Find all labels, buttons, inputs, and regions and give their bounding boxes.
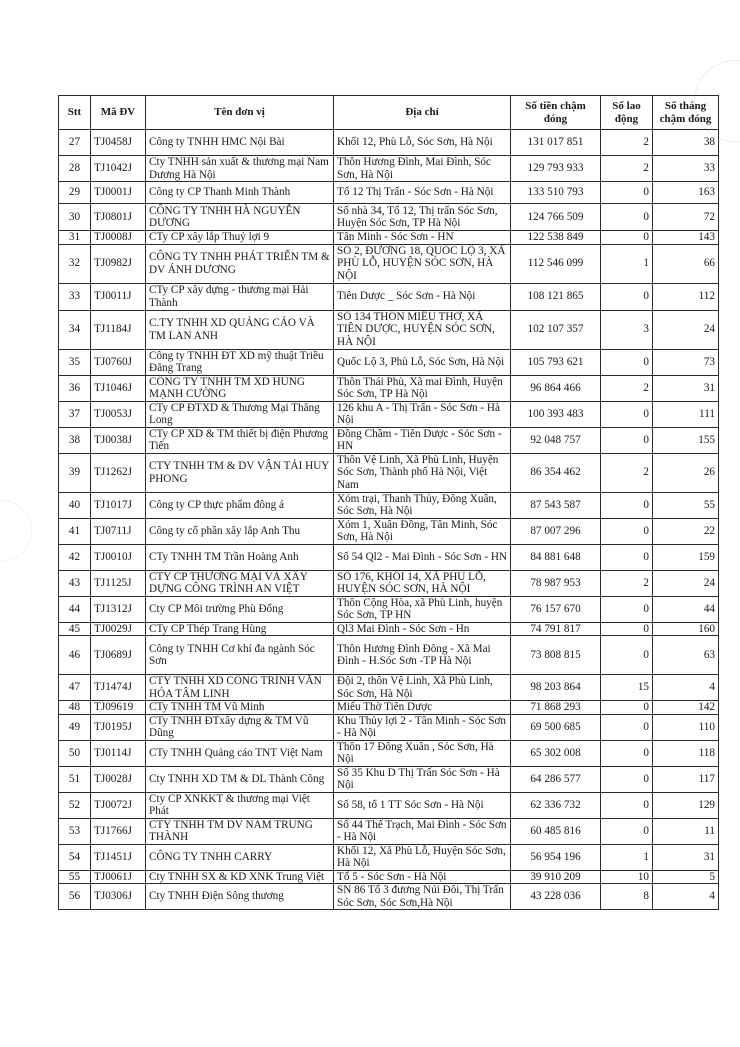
row-stt: 51 bbox=[59, 766, 91, 792]
row-so-tien: 108 121 865 bbox=[511, 283, 601, 310]
row-so-thang: 31 bbox=[653, 375, 719, 401]
row-so-thang: 55 bbox=[653, 492, 719, 518]
row-so-thang: 31 bbox=[653, 844, 719, 870]
row-stt: 34 bbox=[59, 310, 91, 349]
header-dia-chi: Địa chỉ bbox=[334, 96, 511, 130]
row-dia-chi: Tổ 12 Thị Trấn - Sóc Sơn - Hà Nội bbox=[334, 182, 511, 204]
row-ma-dv: TJ0711J bbox=[91, 518, 146, 544]
row-so-lao-dong: 10 bbox=[601, 870, 653, 884]
row-so-lao-dong: 0 bbox=[601, 204, 653, 231]
row-so-thang: 63 bbox=[653, 636, 719, 675]
table-row bbox=[59, 622, 719, 636]
row-dia-chi: Thôn 17 Đông Xuân , Sóc Sơn, Hà Nội bbox=[334, 740, 511, 766]
row-ten-don-vi: CÔNG TY TNHH TM XD HÙNG MẠNH CƯỜNG bbox=[146, 375, 334, 401]
row-dia-chi: Đội 2, thôn Vệ Linh, Xã Phù Linh, Sóc Sơn, Hà Nội bbox=[334, 675, 511, 701]
header-so-thang: Số tháng chậm đóng bbox=[653, 96, 719, 130]
row-dia-chi: Số nhà 34, Tổ 12, Thị trấn Sóc Sơn, Huyện Sóc Sơn, TP Hà Nội bbox=[334, 204, 511, 231]
row-so-tien: 43 228 036 bbox=[511, 884, 601, 910]
row-so-tien: 74 791 817 bbox=[511, 622, 601, 636]
row-so-lao-dong: 2 bbox=[601, 453, 653, 492]
row-dia-chi: Số 54 Ql2 - Mai Đình - Sóc Sơn - HN bbox=[334, 544, 511, 570]
row-so-lao-dong: 0 bbox=[601, 283, 653, 310]
row-stt: 29 bbox=[59, 182, 91, 204]
row-so-tien: 64 286 577 bbox=[511, 766, 601, 792]
row-so-thang: 118 bbox=[653, 740, 719, 766]
header-stt: Stt bbox=[59, 96, 91, 130]
row-ma-dv: TJ0072J bbox=[91, 792, 146, 818]
row-ma-dv: TJ0028J bbox=[91, 766, 146, 792]
row-stt: 55 bbox=[59, 870, 91, 884]
row-dia-chi: Số 44 Thế Trạch, Mai Đình - Sóc Sơn - Hà Nội bbox=[334, 818, 511, 844]
row-ma-dv: TJ0008J bbox=[91, 231, 146, 245]
table-row bbox=[59, 596, 719, 622]
row-so-tien: 100 393 483 bbox=[511, 401, 601, 427]
row-so-tien: 87 543 587 bbox=[511, 492, 601, 518]
row-so-lao-dong: 0 bbox=[601, 231, 653, 245]
row-so-tien: 105 793 621 bbox=[511, 349, 601, 375]
row-so-lao-dong: 0 bbox=[601, 622, 653, 636]
row-so-thang: 5 bbox=[653, 870, 719, 884]
row-dia-chi: SỐ 134 THÔN MIẾU THỜ, XÃ TIÊN DƯỢC, HUYỆN SÓC SƠN, HÀ NỘI bbox=[334, 310, 511, 349]
row-dia-chi: Số 58, tổ 1 TT Sóc Sơn - Hà Nội bbox=[334, 792, 511, 818]
row-ten-don-vi: Cty CP XNKKT & thương mại Việt Phát bbox=[146, 792, 334, 818]
row-so-lao-dong: 0 bbox=[601, 701, 653, 715]
row-ten-don-vi: CTy CP ĐTXD & Thương Mại Thăng Long bbox=[146, 401, 334, 427]
row-ma-dv: TJ0801J bbox=[91, 204, 146, 231]
row-so-tien: 112 546 099 bbox=[511, 244, 601, 283]
table-row bbox=[59, 283, 719, 310]
row-so-thang: 33 bbox=[653, 156, 719, 182]
row-dia-chi: Thôn Vệ Linh, Xã Phù Linh, Huyện Sóc Sơn, Thành phố Hà Nội, Việt Nam bbox=[334, 453, 511, 492]
table-row bbox=[59, 349, 719, 375]
row-ma-dv: TJ1474J bbox=[91, 675, 146, 701]
row-ten-don-vi: Công ty CP Thanh Minh Thành bbox=[146, 182, 334, 204]
row-stt: 54 bbox=[59, 844, 91, 870]
row-stt: 28 bbox=[59, 156, 91, 182]
table-row bbox=[59, 492, 719, 518]
row-ma-dv: TJ1312J bbox=[91, 596, 146, 622]
row-stt: 36 bbox=[59, 375, 91, 401]
row-ten-don-vi: Cty CP Môi trường Phù Đổng bbox=[146, 596, 334, 622]
row-so-tien: 87 007 296 bbox=[511, 518, 601, 544]
row-ten-don-vi: CTy CP xây lắp Thuỷ lợi 9 bbox=[146, 231, 334, 245]
row-stt: 30 bbox=[59, 204, 91, 231]
row-stt: 32 bbox=[59, 244, 91, 283]
row-so-thang: 72 bbox=[653, 204, 719, 231]
row-ten-don-vi: CTy TNHH ĐTxây dựng & TM Vũ Dũng bbox=[146, 714, 334, 740]
row-so-thang: 11 bbox=[653, 818, 719, 844]
row-ma-dv: TJ1184J bbox=[91, 310, 146, 349]
row-stt: 27 bbox=[59, 130, 91, 156]
table-row bbox=[59, 844, 719, 870]
row-so-lao-dong: 0 bbox=[601, 636, 653, 675]
row-so-tien: 122 538 849 bbox=[511, 231, 601, 245]
row-so-tien: 71 868 293 bbox=[511, 701, 601, 715]
row-so-thang: 24 bbox=[653, 570, 719, 596]
row-ma-dv: TJ0114J bbox=[91, 740, 146, 766]
table-row bbox=[59, 453, 719, 492]
row-dia-chi: Thôn Hương Đình Đông - Xã Mai Đình - H.Sóc Sơn -TP Hà Nội bbox=[334, 636, 511, 675]
row-ma-dv: TJ1042J bbox=[91, 156, 146, 182]
row-so-thang: 155 bbox=[653, 427, 719, 453]
row-so-lao-dong: 0 bbox=[601, 818, 653, 844]
table-row bbox=[59, 884, 719, 910]
row-so-lao-dong: 8 bbox=[601, 884, 653, 910]
row-ten-don-vi: Công ty TNHH Cơ khí đa ngành Sóc Sơn bbox=[146, 636, 334, 675]
row-so-tien: 133 510 793 bbox=[511, 182, 601, 204]
row-ten-don-vi: Cty TNHH XD TM & DL Thành Công bbox=[146, 766, 334, 792]
row-dia-chi: Khu Thủy lợi 2 - Tân Minh - Sóc Sơn - Hà Nội bbox=[334, 714, 511, 740]
row-ten-don-vi: CÔNG TY TNHH PHÁT TRIỂN TM & DV ÁNH DƯƠNG bbox=[146, 244, 334, 283]
row-so-tien: 84 881 648 bbox=[511, 544, 601, 570]
row-ma-dv: TJ0061J bbox=[91, 870, 146, 884]
row-so-thang: 38 bbox=[653, 130, 719, 156]
table-row bbox=[59, 401, 719, 427]
row-so-tien: 131 017 851 bbox=[511, 130, 601, 156]
row-ten-don-vi: Cty TNHH sản xuất & thương mại Nam Dương Hà Nội bbox=[146, 156, 334, 182]
header-ten-don-vi: Tên đơn vị bbox=[146, 96, 334, 130]
row-dia-chi: Xóm 1, Xuân Đồng, Tân Minh, Sóc Sơn, Hà Nội bbox=[334, 518, 511, 544]
row-dia-chi: Quốc Lộ 3, Phù Lỗ, Sóc Sơn, Hà Nội bbox=[334, 349, 511, 375]
row-dia-chi: SỐ 2, ĐƯỜNG 18, QUỐC LỘ 3, XÃ PHÙ LỖ, HUYỆN SÓC SƠN, HÀ NỘI bbox=[334, 244, 511, 283]
row-stt: 42 bbox=[59, 544, 91, 570]
row-dia-chi: Miếu Thờ Tiên Dược bbox=[334, 701, 511, 715]
row-ma-dv: TJ0982J bbox=[91, 244, 146, 283]
table-row bbox=[59, 792, 719, 818]
row-ten-don-vi: CTy CP xây dựng - thương mại Hải Thành bbox=[146, 283, 334, 310]
row-ten-don-vi: CTY TNHH TM & DV VẬN TẢI HUY PHONG bbox=[146, 453, 334, 492]
row-so-tien: 60 485 816 bbox=[511, 818, 601, 844]
row-stt: 31 bbox=[59, 231, 91, 245]
row-so-tien: 56 954 196 bbox=[511, 844, 601, 870]
row-so-lao-dong: 0 bbox=[601, 714, 653, 740]
row-ma-dv: TJ1451J bbox=[91, 844, 146, 870]
row-stt: 50 bbox=[59, 740, 91, 766]
row-dia-chi: Số 35 Khu D Thị Trấn Sóc Sơn - Hà Nội bbox=[334, 766, 511, 792]
row-stt: 40 bbox=[59, 492, 91, 518]
table-row bbox=[59, 156, 719, 182]
row-ma-dv: TJ0001J bbox=[91, 182, 146, 204]
row-ten-don-vi: CTy TNHH Quảng cáo TNT Việt Nam bbox=[146, 740, 334, 766]
row-ten-don-vi: CTY TNHH TM DV NAM TRUNG THÀNH bbox=[146, 818, 334, 844]
row-so-lao-dong: 0 bbox=[601, 740, 653, 766]
row-dia-chi: Đồng Chầm - Tiên Dược - Sóc Sơn - HN bbox=[334, 427, 511, 453]
row-ma-dv: TJ0053J bbox=[91, 401, 146, 427]
row-so-thang: 143 bbox=[653, 231, 719, 245]
row-stt: 41 bbox=[59, 518, 91, 544]
row-so-lao-dong: 0 bbox=[601, 492, 653, 518]
row-so-tien: 65 302 008 bbox=[511, 740, 601, 766]
row-ma-dv: TJ1046J bbox=[91, 375, 146, 401]
row-so-lao-dong: 1 bbox=[601, 844, 653, 870]
row-so-thang: 44 bbox=[653, 596, 719, 622]
row-ma-dv: TJ0010J bbox=[91, 544, 146, 570]
row-stt: 48 bbox=[59, 701, 91, 715]
row-dia-chi: Khối 12, Xã Phù Lỗ, Huyện Sóc Sơn, Hà Nội bbox=[334, 844, 511, 870]
row-ten-don-vi: Công ty TNHH HMC Nội Bài bbox=[146, 130, 334, 156]
table-row bbox=[59, 714, 719, 740]
row-so-thang: 129 bbox=[653, 792, 719, 818]
row-so-tien: 86 354 462 bbox=[511, 453, 601, 492]
row-stt: 52 bbox=[59, 792, 91, 818]
row-ten-don-vi: C.TY TNHH XD QUẢNG CÁO VÀ TM LAN ANH bbox=[146, 310, 334, 349]
row-so-tien: 39 910 209 bbox=[511, 870, 601, 884]
row-so-thang: 4 bbox=[653, 884, 719, 910]
table-row bbox=[59, 818, 719, 844]
row-so-lao-dong: 0 bbox=[601, 596, 653, 622]
row-stt: 56 bbox=[59, 884, 91, 910]
row-so-lao-dong: 2 bbox=[601, 130, 653, 156]
row-so-lao-dong: 0 bbox=[601, 401, 653, 427]
row-ten-don-vi: Công ty cổ phần xây lắp Anh Thu bbox=[146, 518, 334, 544]
row-so-thang: 117 bbox=[653, 766, 719, 792]
row-stt: 47 bbox=[59, 675, 91, 701]
row-dia-chi: Tiên Dược _ Sóc Sơn - Hà Nội bbox=[334, 283, 511, 310]
header-so-lao-dong: Số lao động bbox=[601, 96, 653, 130]
row-so-lao-dong: 0 bbox=[601, 427, 653, 453]
row-so-lao-dong: 2 bbox=[601, 570, 653, 596]
row-ten-don-vi: Cty TNHH SX & KD XNK Trung Việt bbox=[146, 870, 334, 884]
table-row bbox=[59, 244, 719, 283]
row-stt: 35 bbox=[59, 349, 91, 375]
row-stt: 44 bbox=[59, 596, 91, 622]
row-stt: 39 bbox=[59, 453, 91, 492]
row-dia-chi: Khối 12, Phù Lỗ, Sóc Sơn, Hà Nội bbox=[334, 130, 511, 156]
row-so-lao-dong: 0 bbox=[601, 182, 653, 204]
row-so-tien: 96 864 466 bbox=[511, 375, 601, 401]
row-ten-don-vi: CÔNG TY TNHH CARRY bbox=[146, 844, 334, 870]
row-so-thang: 22 bbox=[653, 518, 719, 544]
row-ten-don-vi: CÔNG TY TNHH HÀ NGUYỄN DƯƠNG bbox=[146, 204, 334, 231]
row-so-thang: 112 bbox=[653, 283, 719, 310]
row-dia-chi: SỐ 176, KHỐI 14, XÃ PHÙ LỖ, HUYỆN SÓC SƠN, HÀ NỘI bbox=[334, 570, 511, 596]
row-stt: 33 bbox=[59, 283, 91, 310]
row-stt: 46 bbox=[59, 636, 91, 675]
table-row bbox=[59, 570, 719, 596]
row-so-lao-dong: 0 bbox=[601, 766, 653, 792]
row-so-lao-dong: 1 bbox=[601, 244, 653, 283]
table-row bbox=[59, 675, 719, 701]
row-ma-dv: TJ1125J bbox=[91, 570, 146, 596]
row-stt: 43 bbox=[59, 570, 91, 596]
row-ma-dv: TJ0195J bbox=[91, 714, 146, 740]
row-ma-dv: TJ0689J bbox=[91, 636, 146, 675]
row-so-tien: 76 157 670 bbox=[511, 596, 601, 622]
row-so-thang: 24 bbox=[653, 310, 719, 349]
row-ma-dv: TJ0306J bbox=[91, 884, 146, 910]
row-dia-chi: Thôn Thái Phù, Xã mai Đình, Huyện Sóc Sơn, TP Hà Nội bbox=[334, 375, 511, 401]
row-so-thang: 4 bbox=[653, 675, 719, 701]
row-dia-chi: 126 khu A - Thị Trấn - Sóc Sơn - Hà Nội bbox=[334, 401, 511, 427]
row-stt: 38 bbox=[59, 427, 91, 453]
row-so-thang: 160 bbox=[653, 622, 719, 636]
row-so-thang: 26 bbox=[653, 453, 719, 492]
row-ma-dv: TJ1262J bbox=[91, 453, 146, 492]
row-ma-dv: TJ1017J bbox=[91, 492, 146, 518]
table-row bbox=[59, 182, 719, 204]
row-so-lao-dong: 0 bbox=[601, 544, 653, 570]
row-so-tien: 102 107 357 bbox=[511, 310, 601, 349]
row-so-lao-dong: 2 bbox=[601, 156, 653, 182]
table-row bbox=[59, 870, 719, 884]
table-row bbox=[59, 544, 719, 570]
row-ten-don-vi: Công ty TNHH ĐT XD mỹ thuật Triều Đăng Trang bbox=[146, 349, 334, 375]
debt-table bbox=[58, 95, 719, 910]
row-so-thang: 110 bbox=[653, 714, 719, 740]
row-ten-don-vi: Cty TNHH Điện Sông thương bbox=[146, 884, 334, 910]
row-ma-dv: TJ0038J bbox=[91, 427, 146, 453]
row-dia-chi: Thôn Hương Đình, Mai Đình, Sóc Sơn, Hà Nội bbox=[334, 156, 511, 182]
row-ma-dv: TJ0011J bbox=[91, 283, 146, 310]
header-ma-dv: Mã ĐV bbox=[91, 96, 146, 130]
row-ma-dv: TJ0760J bbox=[91, 349, 146, 375]
table-row bbox=[59, 636, 719, 675]
row-stt: 49 bbox=[59, 714, 91, 740]
header-so-tien: Số tiền chậm đóng bbox=[511, 96, 601, 130]
table-row bbox=[59, 310, 719, 349]
row-so-lao-dong: 15 bbox=[601, 675, 653, 701]
table-row bbox=[59, 701, 719, 715]
row-so-tien: 129 793 933 bbox=[511, 156, 601, 182]
row-stt: 53 bbox=[59, 818, 91, 844]
row-ma-dv: TJ09619 bbox=[91, 701, 146, 715]
row-dia-chi: Tổ 5 - Sóc Sơn - Hà Nội bbox=[334, 870, 511, 884]
row-dia-chi: Tân Minh - Sóc Sơn - HN bbox=[334, 231, 511, 245]
row-so-tien: 78 987 953 bbox=[511, 570, 601, 596]
row-ma-dv: TJ0029J bbox=[91, 622, 146, 636]
row-ma-dv: TJ0458J bbox=[91, 130, 146, 156]
row-ten-don-vi: CTy CP XD & TM thiết bị điện Phương Tiến bbox=[146, 427, 334, 453]
table-row bbox=[59, 204, 719, 231]
row-so-thang: 111 bbox=[653, 401, 719, 427]
table-row bbox=[59, 518, 719, 544]
table-row bbox=[59, 231, 719, 245]
row-so-tien: 62 336 732 bbox=[511, 792, 601, 818]
row-so-tien: 73 808 815 bbox=[511, 636, 601, 675]
row-dia-chi: Thôn Cộng Hòa, xã Phù Linh, huyện Sóc Sơn, TP HN bbox=[334, 596, 511, 622]
row-ma-dv: TJ1766J bbox=[91, 818, 146, 844]
faded-stamp-left bbox=[0, 500, 32, 562]
table-row bbox=[59, 375, 719, 401]
row-so-thang: 159 bbox=[653, 544, 719, 570]
row-ten-don-vi: Công ty CP thực phẩm đông á bbox=[146, 492, 334, 518]
row-so-thang: 66 bbox=[653, 244, 719, 283]
row-so-thang: 73 bbox=[653, 349, 719, 375]
row-stt: 45 bbox=[59, 622, 91, 636]
table-row bbox=[59, 740, 719, 766]
table-row bbox=[59, 130, 719, 156]
row-so-lao-dong: 0 bbox=[601, 518, 653, 544]
row-so-tien: 124 766 509 bbox=[511, 204, 601, 231]
row-stt: 37 bbox=[59, 401, 91, 427]
row-so-tien: 92 048 757 bbox=[511, 427, 601, 453]
row-so-tien: 98 203 864 bbox=[511, 675, 601, 701]
row-so-lao-dong: 0 bbox=[601, 792, 653, 818]
row-ten-don-vi: CTY TNHH XD CÔNG TRÌNH VĂN HÓA TÂM LINH bbox=[146, 675, 334, 701]
header-row bbox=[59, 96, 719, 130]
row-ten-don-vi: CTy TNHH TM Trần Hoàng Anh bbox=[146, 544, 334, 570]
row-ten-don-vi: CTY CP THƯƠNG MẠI VÀ XÂY DỰNG CÔNG TRÌNH AN VIỆT bbox=[146, 570, 334, 596]
row-ten-don-vi: CTy TNHH TM Vũ Minh bbox=[146, 701, 334, 715]
row-dia-chi: Ql3 Mai Đình - Sóc Sơn - Hn bbox=[334, 622, 511, 636]
table-row bbox=[59, 766, 719, 792]
row-so-thang: 142 bbox=[653, 701, 719, 715]
row-so-thang: 163 bbox=[653, 182, 719, 204]
row-so-lao-dong: 2 bbox=[601, 375, 653, 401]
table-row bbox=[59, 427, 719, 453]
row-so-lao-dong: 0 bbox=[601, 349, 653, 375]
row-dia-chi: SN 86 Tổ 3 đương Núi Đôi, Thị Trấn Sóc Sơn, Sóc Sơn,Hà Nội bbox=[334, 884, 511, 910]
row-dia-chi: Xóm trại, Thanh Thủy, Đông Xuân, Sóc Sơn, Hà Nội bbox=[334, 492, 511, 518]
row-so-tien: 69 500 685 bbox=[511, 714, 601, 740]
row-so-lao-dong: 3 bbox=[601, 310, 653, 349]
row-ten-don-vi: CTy CP Thép Trang Hùng bbox=[146, 622, 334, 636]
